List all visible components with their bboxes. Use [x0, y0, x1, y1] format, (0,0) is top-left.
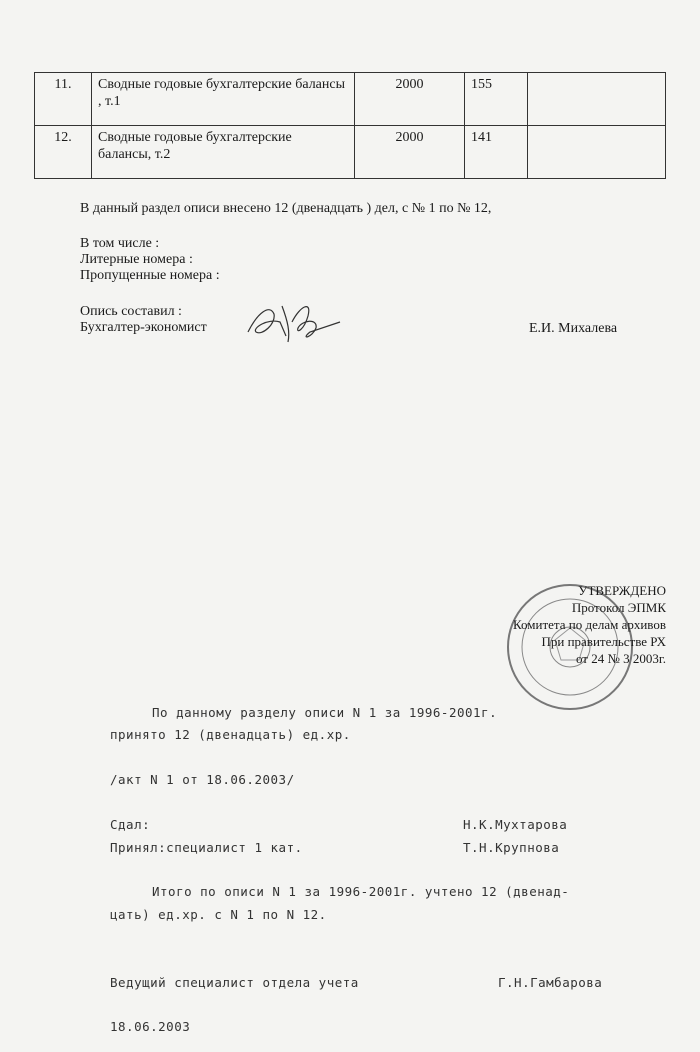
- row-number: 11.: [35, 73, 92, 126]
- typed-line1: По данному разделу описи N 1 за 1996-2001г.: [152, 705, 498, 720]
- table-row: [35, 126, 666, 179]
- table-row: [35, 73, 666, 126]
- typed-line2: принято 12 (двенадцать) ед.хр.: [110, 727, 351, 742]
- approval-line5: от 24 № 3 2003г.: [575, 651, 666, 666]
- signature-icon: [240, 292, 350, 352]
- lead-name: Г.Н.Гамбарова: [498, 975, 603, 990]
- row-note: [528, 126, 666, 179]
- accepted-name: Т.Н.Крупнова: [463, 840, 560, 855]
- approval-line1: УТВЕРЖДЕНО: [578, 583, 666, 598]
- compiler-name: Е.И. Михалева: [529, 321, 618, 336]
- handed-name: Н.К.Мухтарова: [463, 817, 568, 832]
- total-line1: Итого по описи N 1 за 1996-2001г. учтено 12 (двенад-: [152, 884, 570, 899]
- including-label: В том числе :: [80, 236, 160, 251]
- missing-numbers-label: Пропущенные номера :: [80, 268, 220, 283]
- row-year: 2000: [355, 126, 465, 179]
- total-line2: цать) ед.хр. с N 1 по N 12.: [110, 907, 327, 922]
- compiled-label: Опись составил :: [80, 304, 182, 319]
- approval-line3: Комитета по делам архивов: [512, 617, 666, 632]
- lead-label: Ведущий специалист отдела учета: [110, 975, 359, 990]
- approval-line2: Протокол ЭПМК: [571, 600, 666, 615]
- row-title: Сводные годовые бухгалтерские балансы , т.1: [92, 73, 355, 126]
- approval-line4: При правительстве РХ: [541, 634, 666, 649]
- summary-line: В данный раздел описи внесено 12 (двенадцать ) дел, с № 1 по № 12,: [80, 201, 492, 216]
- handed-label: Сдал:: [110, 817, 151, 832]
- compiler-position: Бухгалтер-экономист: [80, 320, 207, 335]
- accepted-label: Принял:специалист 1 кат.: [110, 840, 303, 855]
- inventory-table: [34, 72, 666, 179]
- row-title: Сводные годовые бухгалтерские балансы, т.2: [92, 126, 355, 179]
- row-note: [528, 73, 666, 126]
- typed-act: /акт N 1 от 18.06.2003/: [110, 772, 295, 787]
- row-sheets: 155: [465, 73, 528, 126]
- row-number: 12.: [35, 126, 92, 179]
- approval-block: [466, 582, 666, 667]
- letter-numbers-label: Литерные номера :: [80, 252, 193, 267]
- row-sheets: 141: [465, 126, 528, 179]
- document-date: 18.06.2003: [110, 1019, 191, 1034]
- row-year: 2000: [355, 73, 465, 126]
